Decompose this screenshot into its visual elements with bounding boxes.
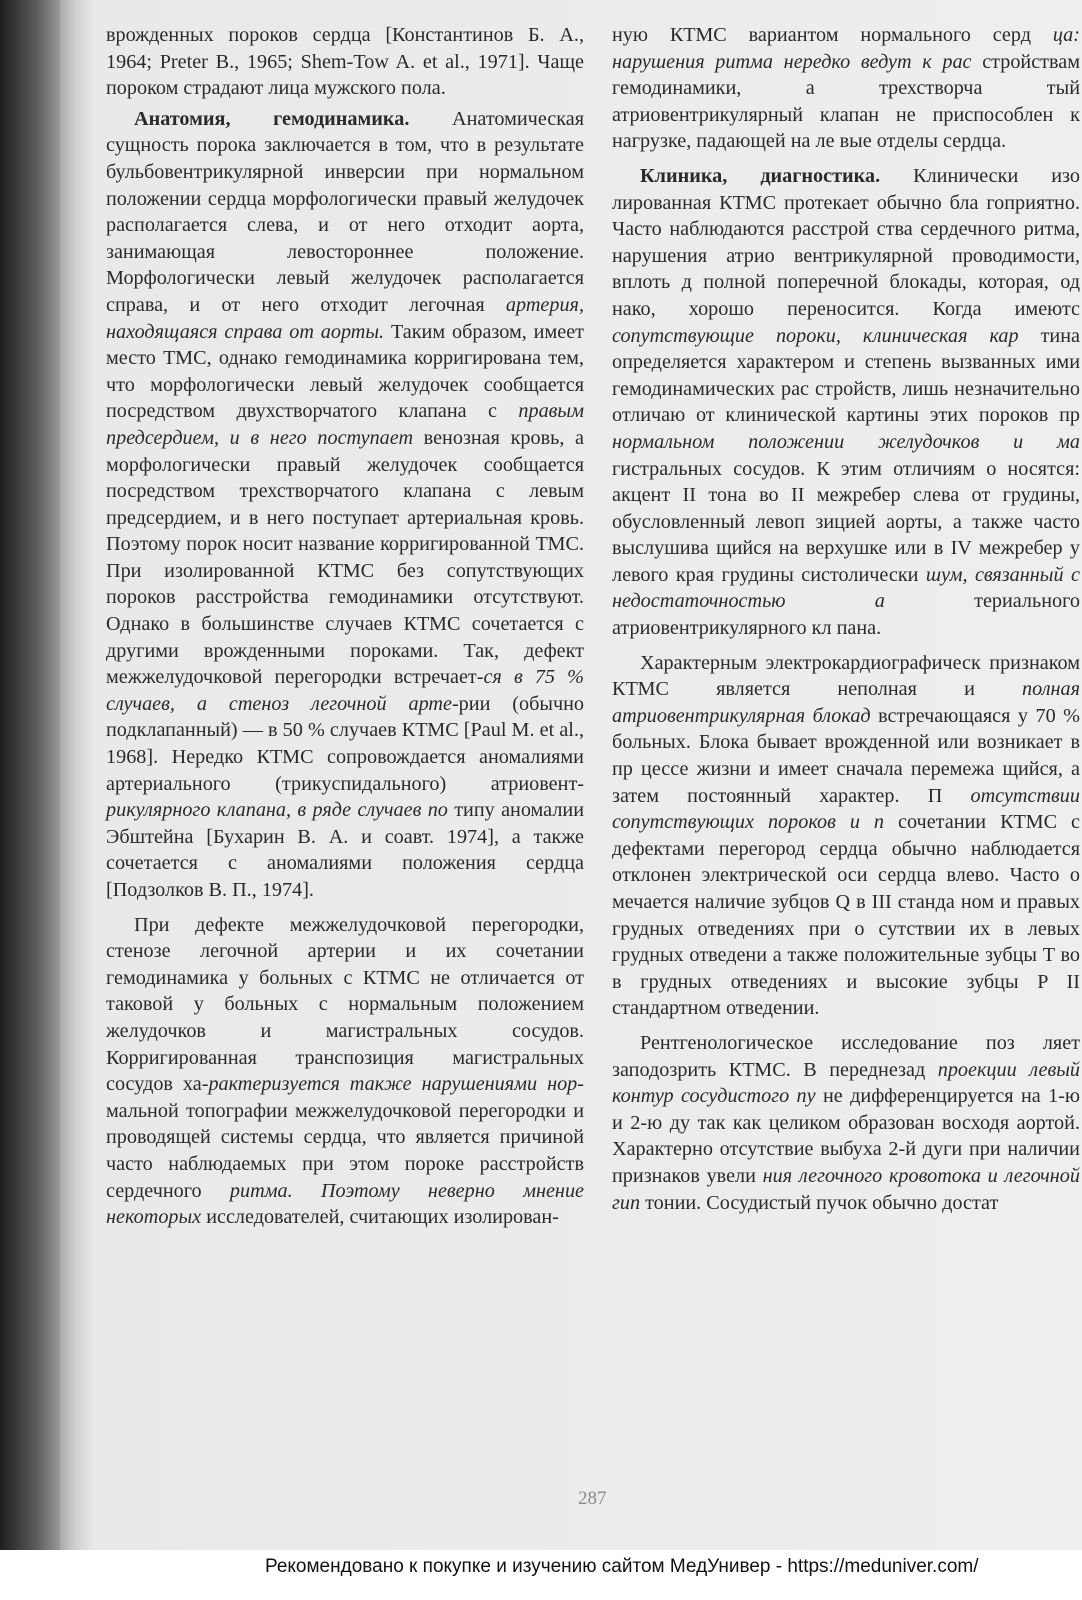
section-heading: Клиника, диагностика. [640,164,881,187]
paragraph: врожденных пороков сердца [Константинов Б. А., 1964; Preter B., 1965; Shem-Tow A. et al., 1971]. Чаще пороком страдают лица мужского пола. [106,24,584,100]
left-column [106,22,584,1231]
page-number: 287 [578,1488,607,1509]
paragraph: Клиника, диагностика. Клинически изо лированная КТМС протекает обычно бла гоприятно. Часто наблюдаются расстрой ства сердечного ритма, нарушения атрио вентрикулярной проводимости, вплоть д полной поперечной блокады, которая, од нако, хорошо переносится. Когда имеютс сопутствующие пороки, клиническая кар тина определяется характером и степень вызванных ими гемодинамических рас стройств, лишь незначительно отличаю от клинической картины этих пороков пр нормальном положении желудочков и ма гистральных сосудов. К этим отличиям о носятся: акцент II тона во II межребер слева от грудины, обусловленный левоп зицией аорты, а также часто выслушива щийся на верхушке или в IV межребер у левого края грудины систолически шум, связанный с недостаточностью а териального атриовентрикулярного кл пана. [612,164,1080,640]
paragraph: Характерным электрокардиографическ признаком КТМС является неполная и полная атриовентрикулярная блокад встречающаяся у 70 % больных. Блока бывает врожденной или возникает в пр цессе жизни и имеет сначала перемежа щийся, а затем постоянный характер. П отсутствии сопутствующих пороков и п сочетании КТМС с дефектами перегород сердца обычно наблюдается отклонен электрической оси сердца влево. Часто о мечается наличие зубцов Q в III станда ном и правых грудных отведениях при о сутствии их в левых грудных отведени а также положительные зубцы T во в грудных отведениях и высокие зубцы P II стандартном отведении. [612,651,1080,1020]
footer-recommendation-text: Рекомендовано к покупке и изучению сайтом МедУнивер - https://meduniver.com/ [265,1556,979,1577]
right-column [612,22,1080,1216]
paragraph: Анатомия, гемодинамика. Анатомическая сущность порока заключается в том, что в результате бульбовентрикулярной инверсии при нормальном положении сердца морфологически правый желудочек располагается слева, и от него отходит аорта, занимающая левостороннее положение. Морфологически левый желудочек располагается справа, и от него отходит легочная артерия, находящаяся справа от аорты. Таким образом, имеет место ТМС, однако гемодинамика корригирована тем, что морфологически левый желудочек сообщается посредством двухстворчатого клапана с правым предсердием, и в него поступает венозная кровь, а морфологически правый желудочек сообщается посредством трехстворчатого клапана с левым предсердием, и в него поступает артериальная кровь. Поэтому порок носит название корригированной ТМС. При изолированной КТМС без сопутствующих пороков расстройства гемодинамики отсутствуют. Однако в большинстве случаев КТМС сочетается с другими врожденными пороками. Так, дефект межжелудочковой перегородки встречает-ся в 75 % случаев, а стеноз легочной арте-рии (обычно подклапанный) — в 50 % случаев КТМС [Paul M. et al., 1968]. Нередко КТМС сопровождается аномалиями артериального (трикуспидального) атриовент-рикулярного клапана, в ряде случаев по типу аномалии Эбштейна [Бухарин В. А. и соавт. 1974], а также сочетается с аномалиями положения сердца [Подзолков В. П., 1974]. [106,107,585,901]
paragraph: ную КТМС вариантом нормального серд ца: нарушения ритма нередко ведут к рас стройствам гемодинамики, а трехстворча тый атриовентрикулярный клапан не приспособлен к нагрузке, падающей на ле вые отделы сердца. [612,24,1081,153]
section-heading: Анатомия, гемодинамика. [134,107,410,130]
book-spine-shadow [0,0,60,1600]
paragraph: При дефекте межжелудочковой перегородки, стенозе легочной артерии и их сочетании гемодинамика у больных с КТМС не отличается от таковой у больных с нормальным положением желудочков и магистральных сосудов. Корригированная транспозиция магистральных сосудов ха-рактеризуется также нарушениями нор-мальной топографии межжелудочковой перегородки и проводящей системы сердца, что является причиной часто наблюдаемых при этом пороке расстройств сердечного ритма. Поэтому неверно мнение некоторых исследователей, считающих изолирован- [106,913,585,1229]
paragraph: Рентгенологическое исследование поз ляет заподозрить КТМС. В переднезад проекции левый контур сосудистого пу не дифференцируется на 1-ю и 2-ю ду так как целиком образован восходя аортой. Характерно отсутствие выбуха 2-й дуги при наличии признаков увели ния легочного кровотока и легочной гип тонии. Сосудистый пучок обычно достат [612,1031,1080,1214]
